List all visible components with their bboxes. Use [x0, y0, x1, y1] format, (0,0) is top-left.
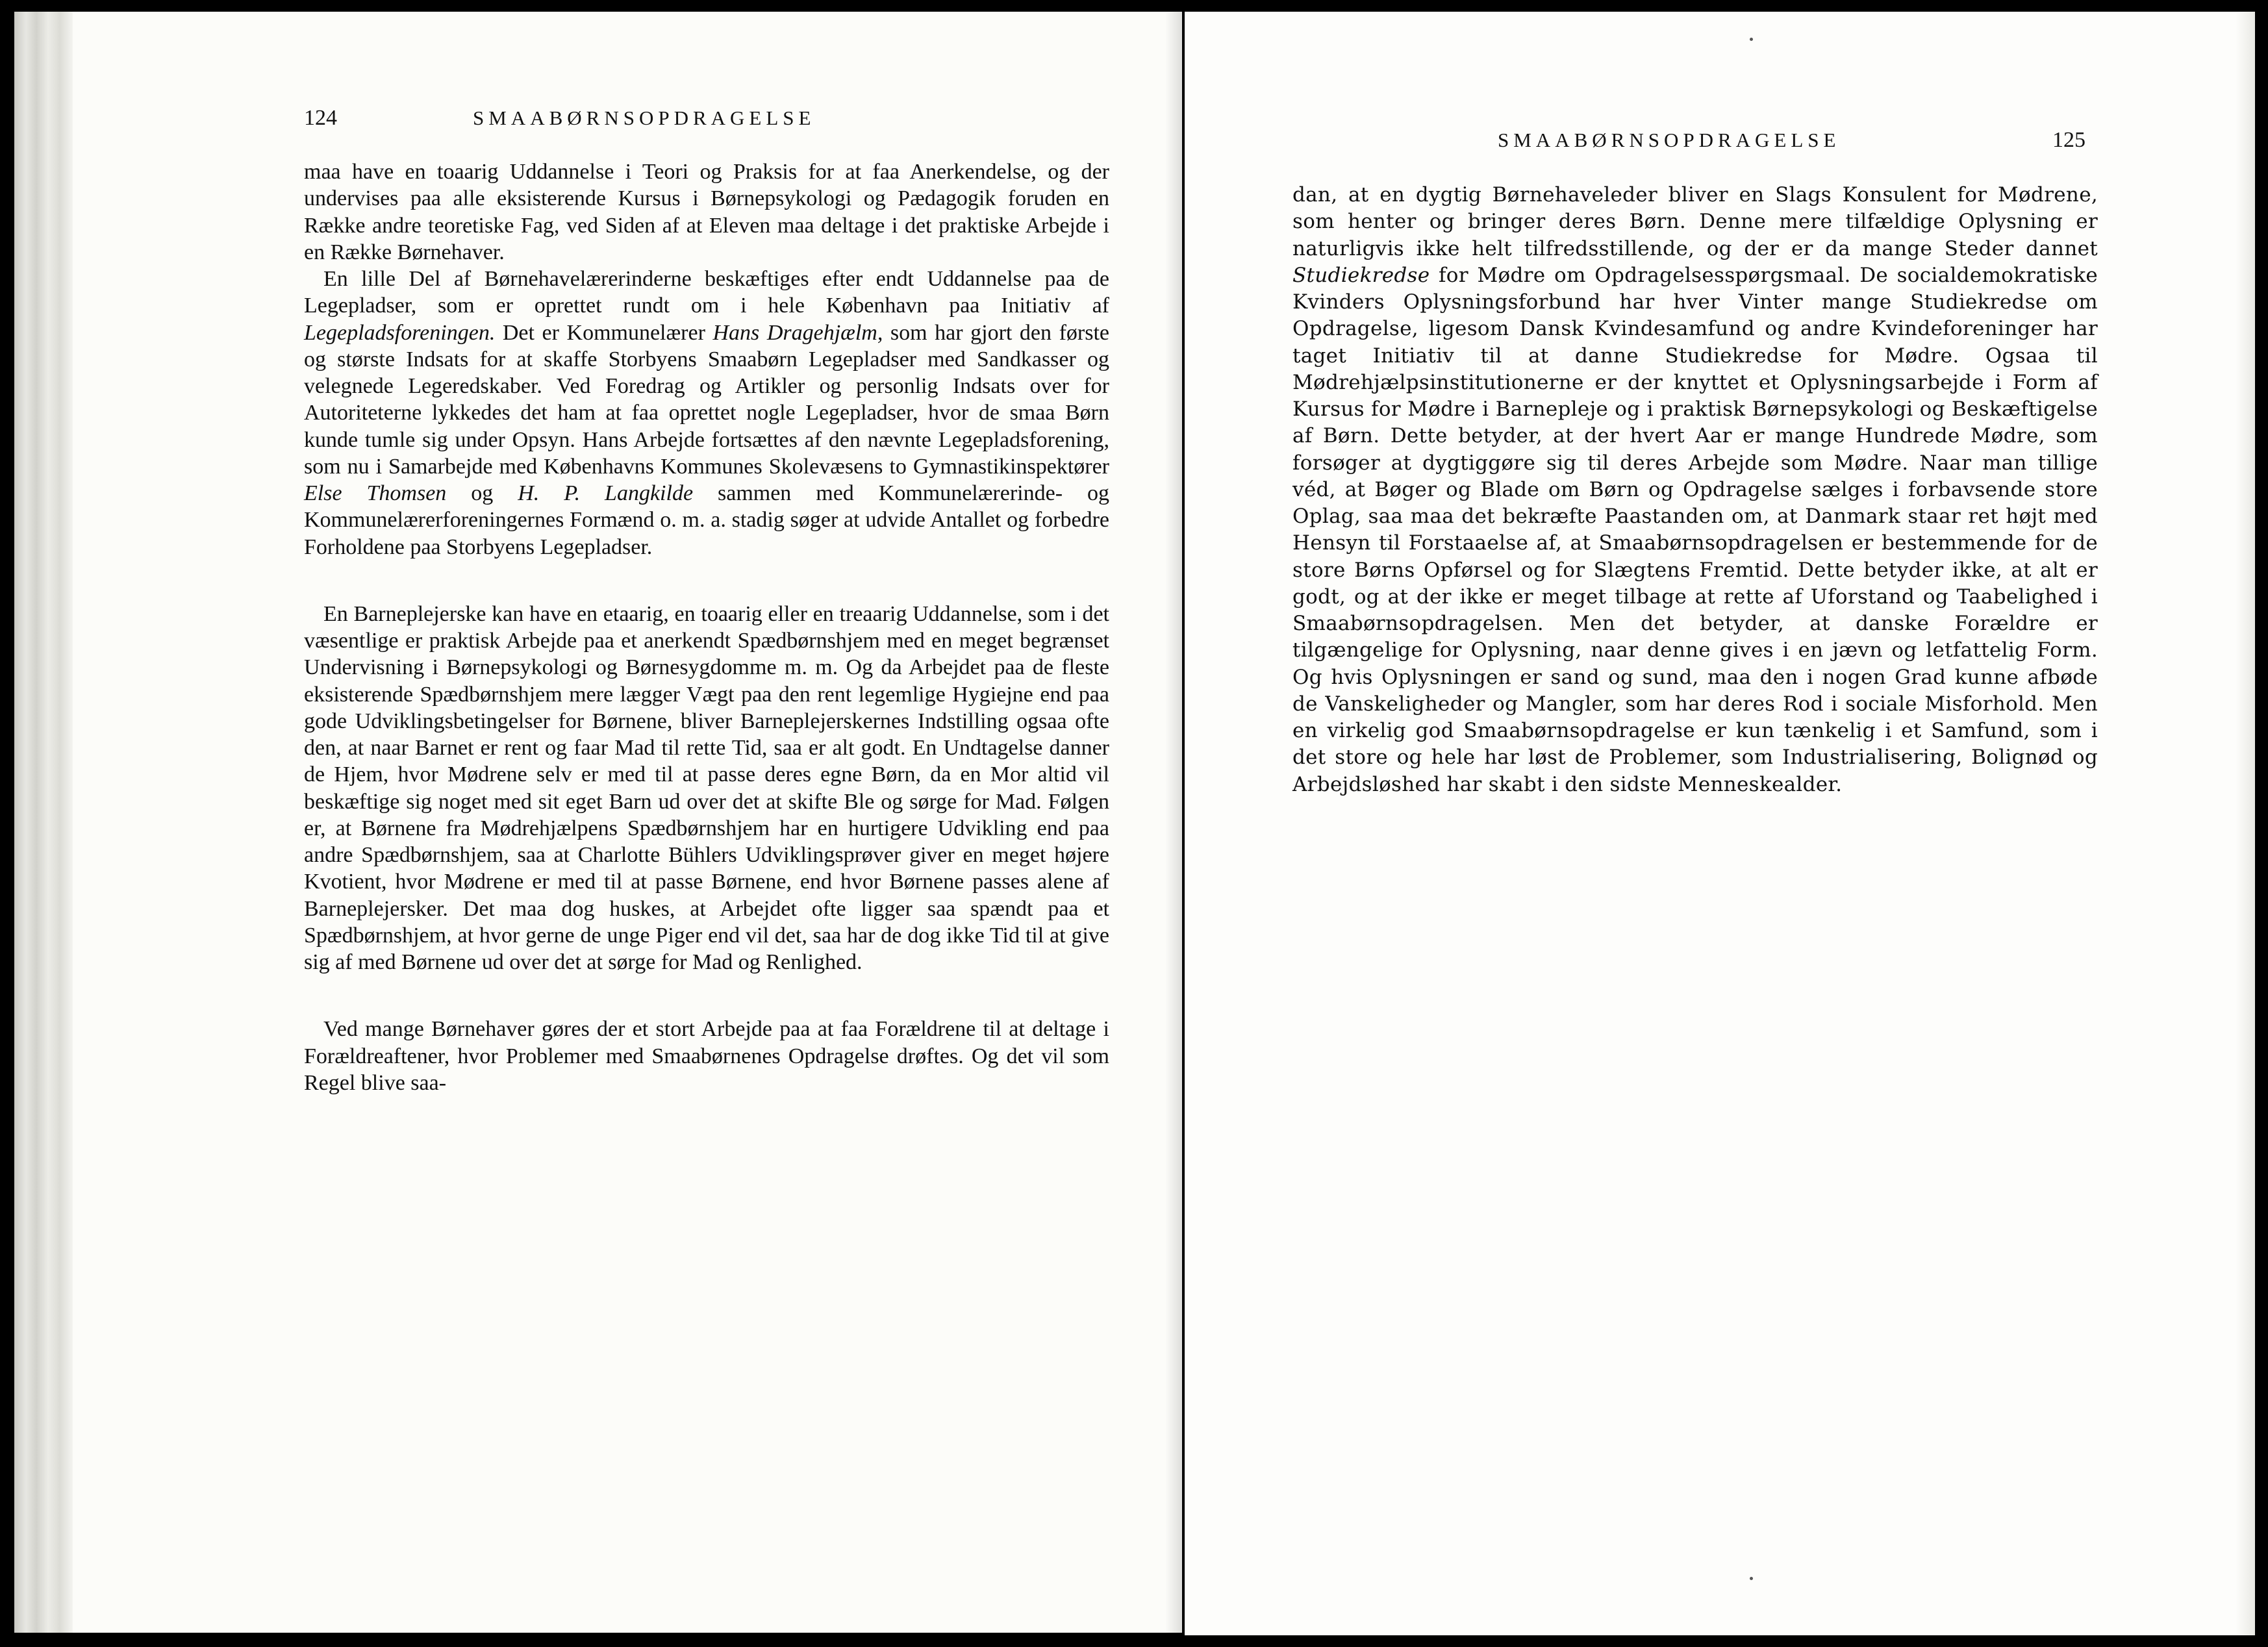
text-run: for Mødre om Opdragelsesspørgsmaal. De socialdemokratiske Kvinders Oplysningsforbund har hver Vinter mange Studiekredse om Opdragelse, ligesom Dansk Kvindesamfund og andre Kvindeforeninger har taget Initiativ til at danne Studiekredse for Mødre. Ogsaa til Mødrehjælpsinstitutionerne er der knyttet et Oplysningsarbejde i Form af Kursus for Mødre i Barnepleje og i praktisk Børnepsykologi og Beskæftigelse af Børn. Dette betyder, at der hvert Aar er mange Hundrede Mødre, som forsøger at dygtiggøre sig til deres Arbejde som Mødre. Naar man tillige véd, at Bøger og Blade om Børn og Opdragelse sælges i forbavsende store Oplag, saa maa det bekræfte Paastanden om, at Danmark staar ret højt med Hensyn til Forstaaelse af, at Smaabørnsopdragelsen er bestemmende for de store Børns Opførsel og for Slægtens Fremtid. Dette betyder ikke, at alt er godt, og at der ikke er meget tilbage at rette af Uforstand og Taabelighed i Smaabørnsopdragelsen. Men det betyder, at danske Forældre er tilgængelige for Oplysning, naar denne gives i en jævn og letfattelig Form. Og hvis Oplysningen er sand og sund, maa den i nogen Grad kunne afbøde de Vanskeligheder og Mangler, som har deres Rod i sociale Misforhold. Men en virkelig god Smaabørnsopdragelse er kun tænkelig i et Samfund, som i det store og hele har løst de Problemer, som Industrialisering, Bolignød og Arbejdsløshed har skabt i den sidste Menneskealder.: [1292, 263, 2098, 796]
page-number: 124: [304, 106, 337, 130]
paragraph: [1292, 182, 2098, 798]
running-head: SMAABØRNSOPDRAGELSE: [473, 107, 816, 129]
paragraph: [304, 1016, 1109, 1096]
italic-text: H. P. Langkilde: [518, 481, 694, 505]
text-run: sammen med Kommunelærerinde- og Kommunelærerforeningernes Formænd o. m. a. stadig søger at udvide Antallet og forbedre Forholdene paa Storbyens Legepladser.: [304, 481, 1109, 559]
paragraph-gap: [304, 975, 1109, 1016]
running-head: SMAABØRNSOPDRAGELSE: [1498, 129, 1841, 151]
ink-speck: [1750, 38, 1753, 41]
text-run: maa have en toaarig Uddannelse i Teori og Praksis for at faa Anerkendelse, og der undervises paa alle eksisterende Kursus i Børnepsykologi og Pædagogik foruden en Række andre teoretiske Fag, ved Siden af at Eleven maa deltage i det praktiske Arbejde i en Række Børnehaver.: [304, 160, 1109, 264]
text-run: Det er Kommunelærer: [495, 320, 713, 345]
left-page: [14, 12, 1182, 1633]
body-text: [1292, 182, 2098, 798]
right-page: [1185, 12, 2255, 1635]
paragraph: [304, 158, 1109, 266]
text-run: En Barneplejerske kan have en etaarig, en toaarig eller en treaarig Uddannelse, som i det væsentlige er praktisk Arbejde paa et anerkendt Spædbørnshjem med en meget begrænset Undervisning i Børnepsykologi og Børnesygdomme m. m. Og da Arbejdet paa de fleste eksisterende Spædbørnshjem mere lægger Vægt paa den rent legemlige Hygiejne end paa gode Udviklingsbetingelser for Børnene, bliver Barneplejerskernes Indstilling ogsaa ofte den, at naar Barnet er rent og faar Mad til rette Tid, saa er alt godt. En Undtagelse danner de Hjem, hvor Mødrene selv er med til at passe deres egne Børn, da en Mor altid vil beskæftige sig noget med sit eget Barn ud over det at skifte Ble og sørge for Mad. Følgen er, at Børnene fra Mødrehjælpens Spædbørnshjem har en hurtigere Udvikling end paa andre Spædbørnshjem, saa at Charlotte Bühlers Udviklingsprøver giver en meget højere Kvotient, hvor Mødrene er med til at passe Børnene, end hvor Børnene passes alene af Barneplejersker. Det maa dog huskes, at Arbejdet ofte ligger saa spændt paa et Spædbørnshjem, at hvor gerne de unge Piger end vil det, saa har de dog ikke Tid til at give sig af med Børnene ud over det at sørge for Mad og Renlighed.: [304, 601, 1109, 974]
page-number: 125: [2052, 128, 2085, 152]
ink-speck: [1750, 1577, 1753, 1580]
page-stack-edge: [2236, 12, 2255, 1635]
paragraph: [304, 266, 1109, 560]
italic-text: Legepladsforeningen.: [304, 320, 496, 345]
text-run: og: [446, 481, 518, 505]
italic-text: Else Thomsen: [304, 481, 447, 505]
gutter-shadow: [1165, 12, 1182, 1633]
page-stack-edge: [14, 12, 73, 1633]
paragraph: [304, 601, 1109, 976]
paragraph-gap: [304, 560, 1109, 601]
text-run: som har gjort den første og største Indsats for at skaffe Storbyens Smaabørn Legepladser med Sandkasser og velegnede Legeredskaber. Ved Foredrag og Artikler og personlig Indsats over for Autoriteterne lykkedes det ham at faa oprettet nogle Legepladser, hvor de smaa Børn kunde tumle sig under Opsyn. Hans Arbejde fortsættes af den nævnte Legepladsforening, som nu i Samarbejde med Københavns Kommunes Skolevæsens to Gymnastikinspektører: [304, 320, 1109, 479]
text-run: Ved mange Børnehaver gøres der et stort Arbejde paa at faa Forældrene til at deltage i Forældreaftener, hvor Problemer med Smaabørnenes Opdragelse drøftes. Og det vil som Regel blive saa-: [304, 1017, 1109, 1095]
body-text: [304, 158, 1109, 1096]
italic-text: Studiekredse: [1292, 263, 1430, 287]
italic-text: Hans Dragehjælm,: [712, 320, 883, 345]
text-run: dan, at en dygtig Børnehaveleder bliver en Slags Konsulent for Mødrene, som henter og bringer deres Børn. Denne mere tilfældige Oplysning er naturligvis ikke helt tilfredsstillende, og der er da mange Steder dannet: [1292, 183, 2098, 260]
text-run: En lille Del af Børnehavelærerinderne beskæftiges efter endt Uddannelse paa de Legepladser, som er oprettet rundt om i hele København paa Initiativ af: [304, 267, 1109, 318]
